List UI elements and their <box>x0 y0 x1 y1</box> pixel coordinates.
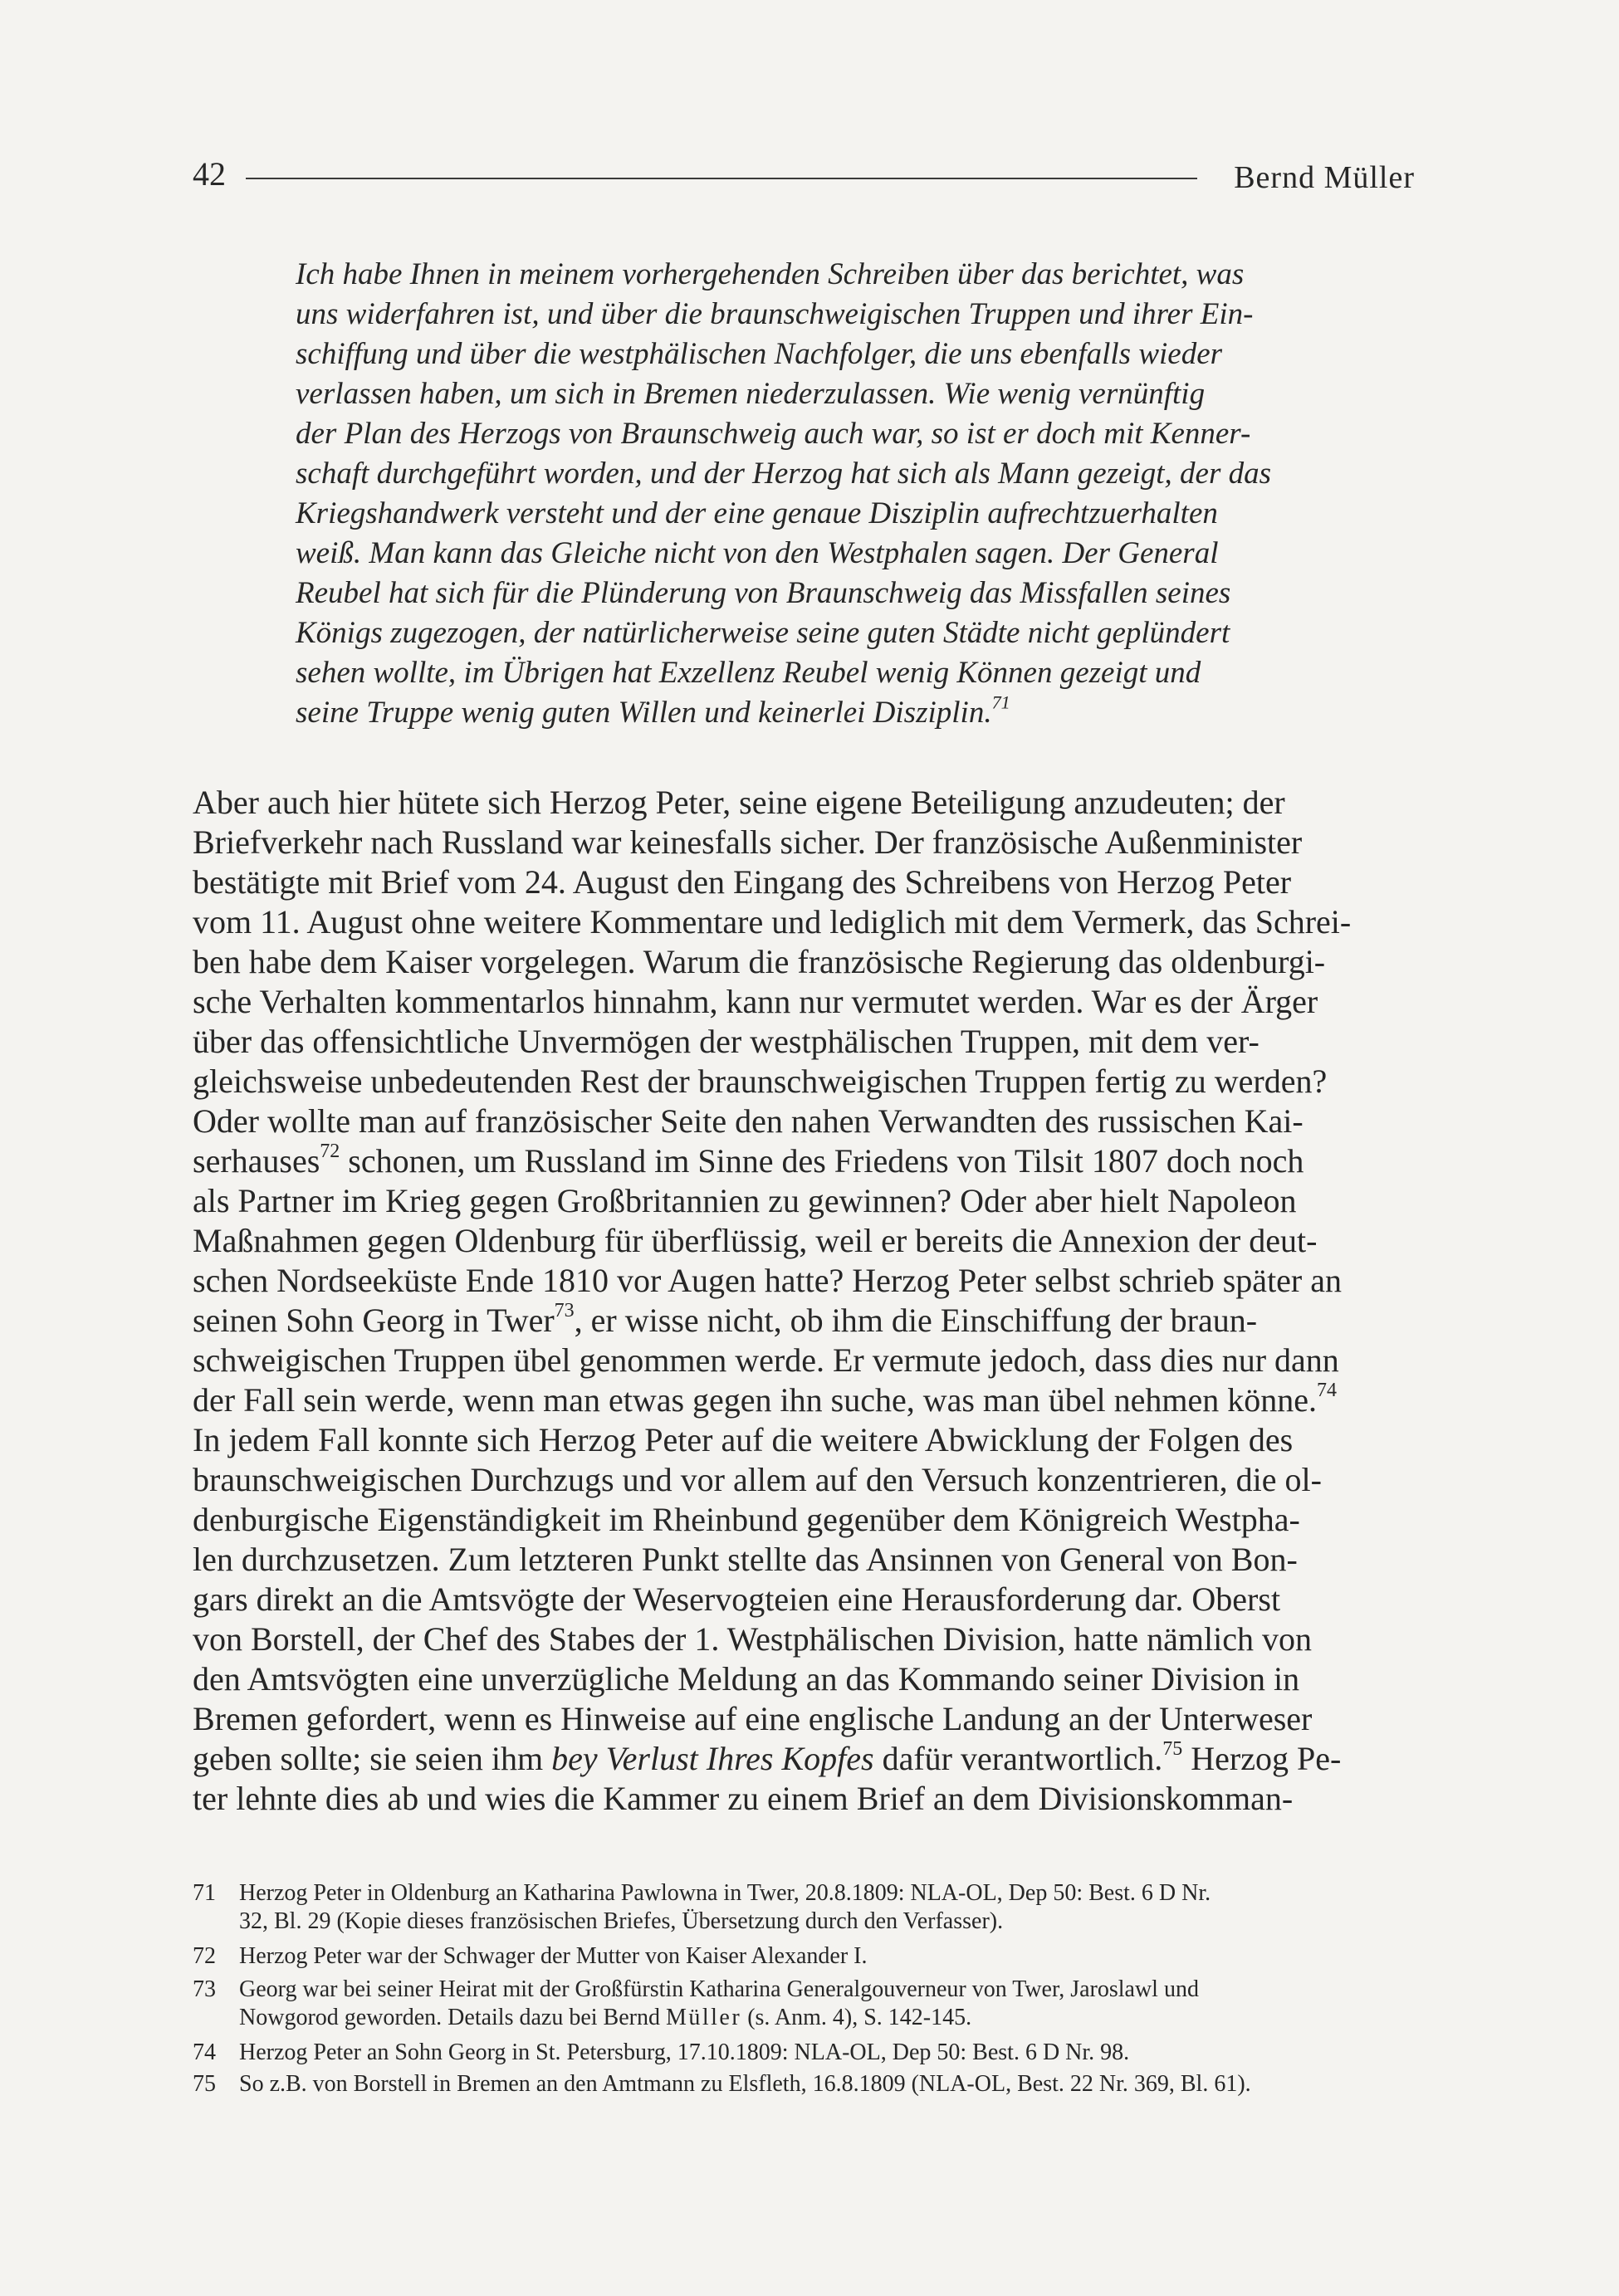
body-line: sche Verhalten kommentarlos hinnahm, kann nur vermutet werden. War es der Ärger <box>193 983 1318 1020</box>
footnote-number: 72 <box>193 1943 216 1969</box>
body-line: schweigischen Truppen übel genommen werde. Er vermute jedoch, dass dies nur dann <box>193 1341 1339 1379</box>
body-text-fragment: dafür verantwortlich. <box>882 1740 1163 1777</box>
footnote-number: 73 <box>193 1976 216 2002</box>
body-line <box>193 1380 1337 1421</box>
quote-line: Königs zugezogen, der natürlicherweise seine guten Städte nicht geplündert <box>296 616 1230 650</box>
footnote-line: Herzog Peter an Sohn Georg in St. Petersburg, 17.10.1809: NLA-OL, Dep 50: Best. 6 D Nr. 98. <box>239 2040 1130 2065</box>
body-line: In jedem Fall konnte sich Herzog Peter auf die weitere Abwicklung der Folgen des <box>193 1421 1294 1458</box>
body-text-fragment: geben sollte; sie seien ihm <box>193 1740 544 1777</box>
quote-line: schiffung und über die westphälischen Nachfolger, die uns ebenfalls wieder <box>296 337 1223 371</box>
footnote-ref: 71 <box>991 691 1010 713</box>
body-line: ben habe dem Kaiser vorgelegen. Warum die französische Regierung das oldenburgi- <box>193 943 1326 980</box>
body-line: bestätigte mit Brief vom 24. August den Eingang des Schreibens von Herzog Peter <box>193 863 1292 901</box>
footnote-text: Nowgorod geworden. Details dazu bei Bernd <box>239 2005 660 2030</box>
footnote-ref: 75 <box>1162 1738 1183 1760</box>
body-line <box>193 1141 1304 1182</box>
quote-line: Reubel hat sich für die Plünderung von Braunschweig das Missfallen seines <box>296 576 1231 610</box>
body-line: gleichsweise unbedeutenden Rest der braunschweigischen Truppen fertig zu werden? <box>193 1063 1328 1100</box>
body-line: vom 11. August ohne weitere Kommentare und lediglich mit dem Vermerk, das Schrei- <box>193 903 1352 940</box>
body-line: Oder wollte man auf französischer Seite den nahen Verwandten des russischen Kai- <box>193 1102 1304 1140</box>
body-line: gars direkt an die Amtsvögte der Weservogteien eine Herausforderung dar. Oberst <box>193 1580 1281 1618</box>
footnote-line <box>239 2004 971 2032</box>
body-text-fragment: , er wisse nicht, ob ihm die Einschiffung der braun- <box>574 1302 1258 1339</box>
body-text-fragment: der Fall sein werde, wenn man etwas gegen ihn suche, was man übel nehmen könne. <box>193 1381 1318 1419</box>
footnote-number: 75 <box>193 2071 216 2097</box>
footnote-number: 71 <box>193 1880 216 1906</box>
quote-line <box>296 691 1010 732</box>
body-line <box>193 1738 1341 1780</box>
body-text-fragment: seinen Sohn Georg in Twer <box>193 1302 555 1339</box>
footnote-text: (s. Anm. 4), S. 142-145. <box>747 2005 972 2030</box>
quote-line: weiß. Man kann das Gleiche nicht von den Westphalen sagen. Der General <box>296 536 1219 570</box>
running-head-author: Bernd Müller <box>1234 160 1415 195</box>
body-line: als Partner im Krieg gegen Großbritannien zu gewinnen? Oder aber hielt Napoleon <box>193 1182 1297 1219</box>
body-line: den Amtsvögten eine unverzügliche Meldung an das Kommando seiner Division in <box>193 1660 1300 1698</box>
body-line: Briefverkehr nach Russland war keinesfalls sicher. Der französische Außenminister <box>193 823 1303 861</box>
body-line: len durchzusetzen. Zum letzteren Punkt stellte das Ansinnen von General von Bon- <box>193 1541 1298 1578</box>
footnote-ref: 72 <box>320 1141 340 1162</box>
footnote-ref: 74 <box>1317 1380 1338 1401</box>
body-text-fragment: Herzog Pe- <box>1191 1740 1342 1777</box>
body-line <box>193 1300 1257 1341</box>
author-name-spaced: Müller <box>665 2005 742 2030</box>
page-number: 42 <box>193 155 226 193</box>
footnote-line: Herzog Peter war der Schwager der Mutter von Kaiser Alexander I. <box>239 1943 868 1969</box>
quote-line: der Plan des Herzogs von Braunschweig auch war, so ist er doch mit Kenner- <box>296 417 1251 451</box>
footnote-line: So z.B. von Borstell in Bremen an den Amtmann zu Elsfleth, 16.8.1809 (NLA-OL, Best. 22 Nr. 369, Bl. 61). <box>239 2071 1251 2097</box>
body-line: braunschweigischen Durchzugs und vor allem auf den Versuch konzentrieren, die ol- <box>193 1461 1322 1498</box>
body-line: von Borstell, der Chef des Stabes der 1. Westphälischen Division, hatte nämlich von <box>193 1620 1313 1658</box>
body-line: Bremen gefordert, wenn es Hinweise auf eine englische Landung an der Unterweser <box>193 1700 1313 1737</box>
body-line: schen Nordseeküste Ende 1810 vor Augen hatte? Herzog Peter selbst schrieb später an <box>193 1262 1343 1299</box>
body-line: Aber auch hier hütete sich Herzog Peter, seine eigene Beteiligung anzudeuten; der <box>193 784 1285 821</box>
body-line: denburgische Eigenständigkeit im Rheinbund gegenüber dem Königreich Westpha- <box>193 1501 1300 1538</box>
body-text-fragment: serhauses <box>193 1142 320 1180</box>
body-line: ter lehnte dies ab und wies die Kammer zu einem Brief an dem Divisionskomman- <box>193 1780 1294 1817</box>
italic-phrase: bey Verlust Ihres Kopfes <box>551 1740 874 1777</box>
quote-line: uns widerfahren ist, und über die braunschweigischen Truppen und ihrer Ein- <box>296 297 1254 331</box>
body-text-fragment: schonen, um Russland im Sinne des Friedens von Tilsit 1807 doch noch <box>348 1142 1304 1180</box>
footnote-line: Herzog Peter in Oldenburg an Katharina Pawlowna in Twer, 20.8.1809: NLA-OL, Dep 50: Best. 6 D Nr. <box>239 1880 1211 1906</box>
quote-line: verlassen haben, um sich in Bremen niederzulassen. Wie wenig vernünftig <box>296 377 1206 411</box>
quote-line: sehen wollte, im Übrigen hat Exzellenz Reubel wenig Können gezeigt und <box>296 656 1201 690</box>
quote-line: schaft durchgeführt worden, und der Herzog hat sich als Mann gezeigt, der das <box>296 457 1272 491</box>
footnote-number: 74 <box>193 2040 216 2065</box>
header-rule <box>246 178 1197 179</box>
footnote-line: 32, Bl. 29 (Kopie dieses französischen Briefes, Übersetzung durch den Verfasser). <box>239 1908 1004 1934</box>
quote-line: Ich habe Ihnen in meinem vorhergehenden Schreiben über das berichtet, was <box>296 257 1245 291</box>
body-line: über das offensichtliche Unvermögen der westphälischen Truppen, mit dem ver- <box>193 1023 1259 1060</box>
quote-line: Kriegshandwerk versteht und der eine genaue Disziplin aufrechtzuerhalten <box>296 496 1218 530</box>
footnote-ref: 73 <box>554 1300 575 1321</box>
body-line: Maßnahmen gegen Oldenburg für überflüssig, weil er bereits die Annexion der deut- <box>193 1222 1318 1259</box>
footnote-line: Georg war bei seiner Heirat mit der Großfürstin Katharina Generalgouverneur von Twer, Jaroslawl und <box>239 1976 1199 2002</box>
quote-text: seine Truppe wenig guten Willen und keinerlei Disziplin. <box>296 696 992 730</box>
